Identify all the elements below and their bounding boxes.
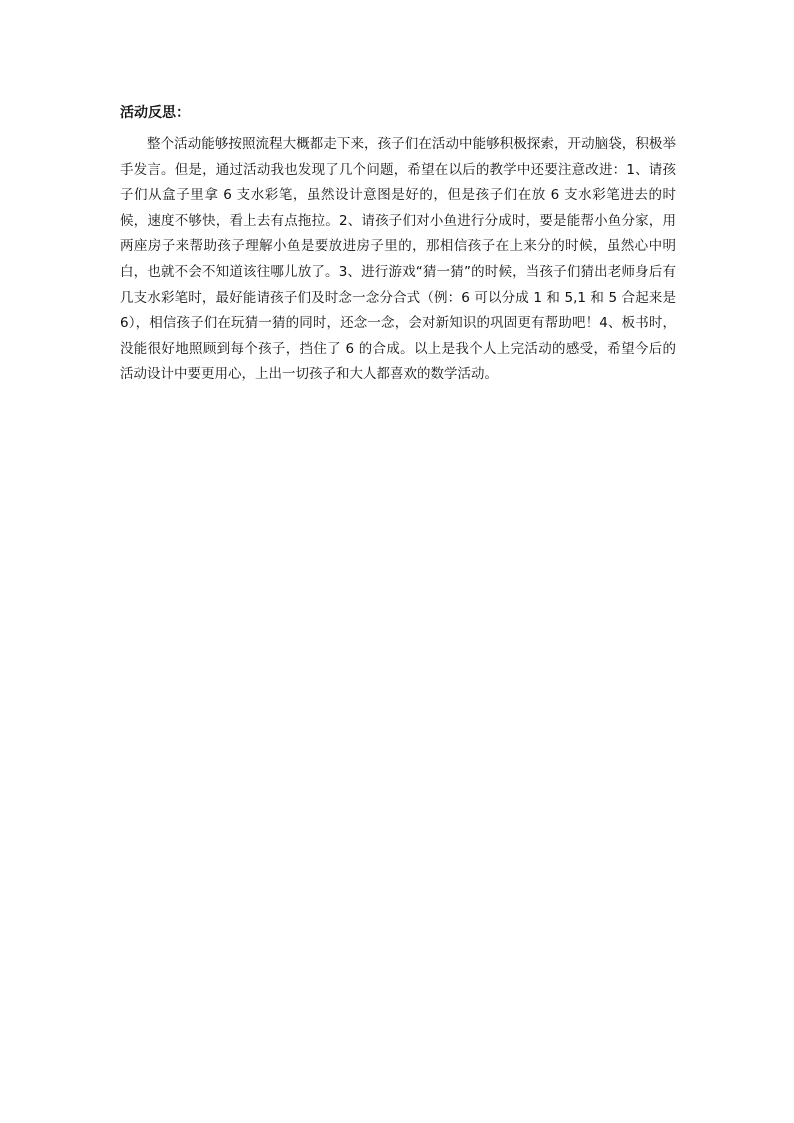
document-body	[120, 101, 676, 388]
section-heading: 活动反思：	[120, 105, 190, 121]
reflection-paragraph: 整个活动能够按照流程大概都走下来，孩子们在活动中能够积极探索，开动脑袋，积极举手发言。但是，通过活动我也发现了几个问题，希望在以后的教学中还要注意改进：1、请孩子们从盒子里拿 6 支水彩笔，虽然设计意图是好的，但是孩子们在放 6 支水彩笔进去的时候，速度不够快，看上去有点拖拉。2、请孩子们对小鱼进行分成时，要是能帮小鱼分家，用两座房子来帮助孩子理解小鱼是要放进房子里的，那相信孩子在上来分的时候，虽然心中明白，也就不会不知道该往哪儿放了。3、进行游戏“猜一猜”的时候，当孩子们猜出老师身后有几支水彩笔时，最好能请孩子们及时念一念分合式（例：6 可以分成 1 和 5,1 和 5 合起来是 6），相信孩子们在玩猜一猜的同时，还念一念，会对新知识的巩固更有帮助吧！4、板书时，没能很好地照顾到每个孩子，挡住了 6 的合成。以上是我个人上完活动的感受，希望今后的活动设计中要更用心，上出一切孩子和大人都喜欢的数学活动。	[120, 136, 676, 383]
